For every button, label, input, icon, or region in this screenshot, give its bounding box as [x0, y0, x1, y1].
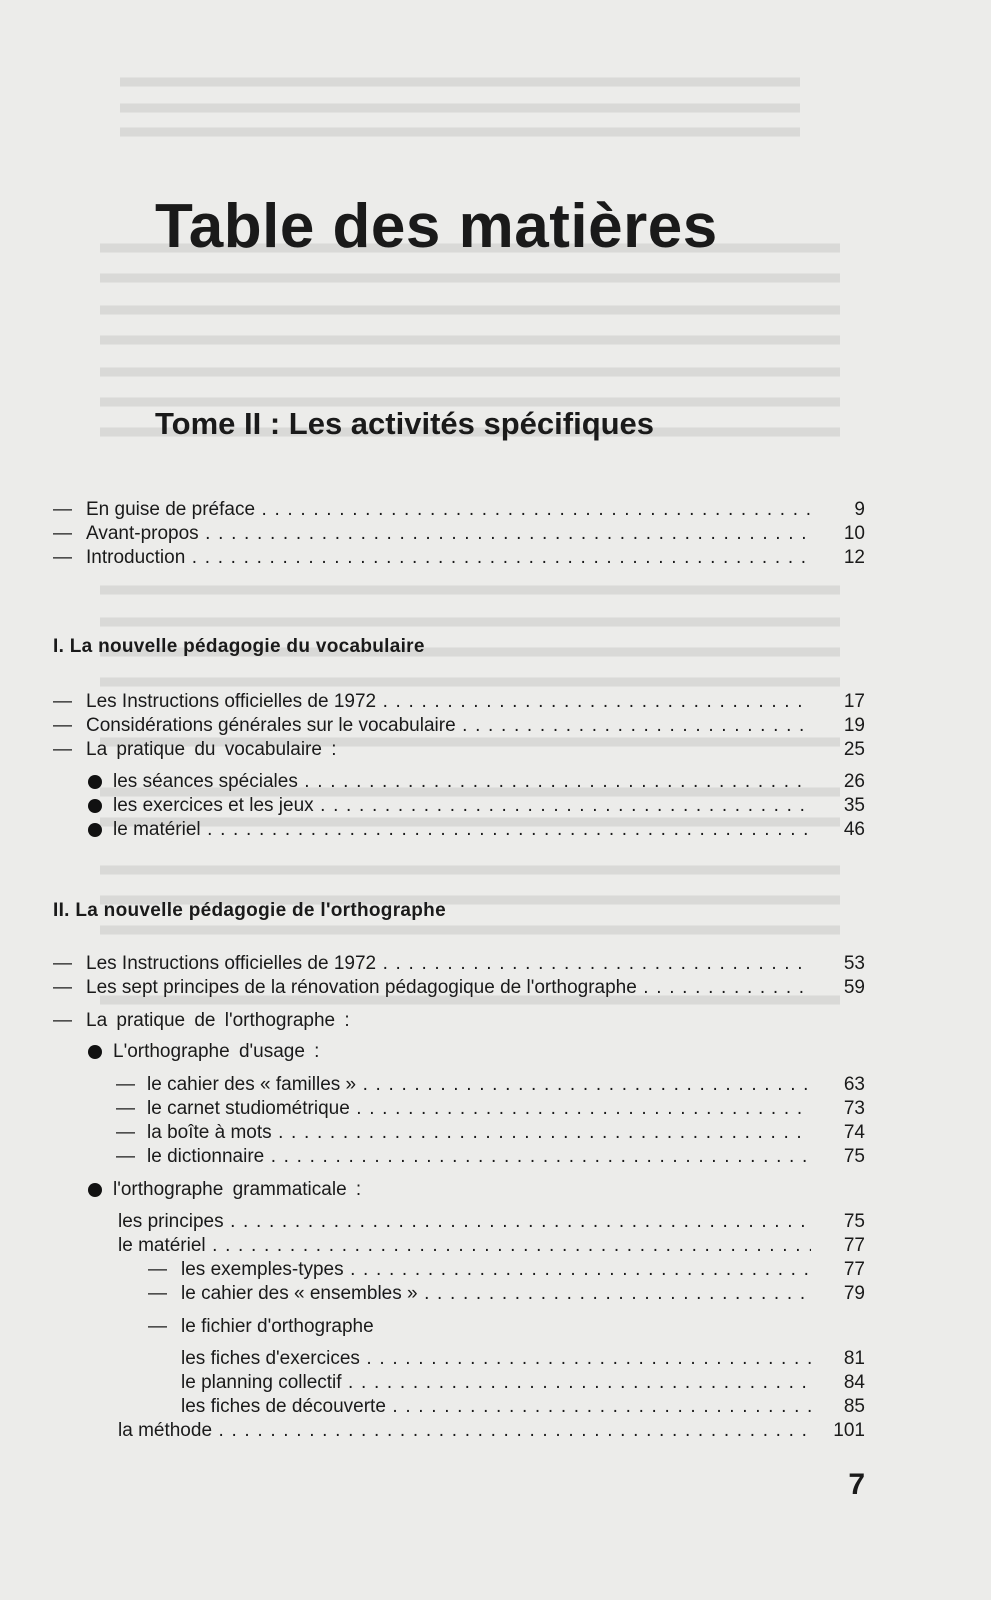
toc-subentry[interactable] — [0, 1347, 991, 1371]
toc-subentry[interactable] — [0, 1073, 991, 1097]
toc-entry-page: 77 — [843, 1259, 865, 1280]
bullet-icon — [88, 823, 102, 837]
toc-entry-label: le matériel . . . — [113, 818, 811, 842]
toc-entry-label: les fiches de découverte . . . — [181, 1395, 811, 1419]
dash-marker: — — [148, 1316, 167, 1337]
toc-entry-label: Considérations générales sur le vocabulaire . . . — [86, 714, 811, 738]
toc-entry-label: l'orthographe grammaticale : — [113, 1179, 362, 1200]
toc-subheading[interactable] — [0, 1178, 991, 1202]
dash-marker: — — [53, 1010, 72, 1031]
toc-subentry[interactable] — [0, 1210, 991, 1234]
toc-entry-label: le fichier d'orthographe — [181, 1316, 374, 1337]
toc-subentry[interactable] — [0, 1395, 991, 1419]
dash-marker: — — [53, 691, 72, 712]
toc-entry-label: En guise de préface . . . — [86, 498, 811, 522]
dash-marker: — — [53, 547, 72, 568]
toc-entry-page: 75 — [843, 1211, 865, 1232]
toc-entry-label: Les Instructions officielles de 1972 . . . — [86, 952, 811, 976]
toc-entry-label: le carnet studiométrique . . . — [147, 1097, 811, 1121]
toc-entry[interactable] — [0, 976, 991, 1000]
toc-subentry[interactable] — [0, 1121, 991, 1145]
toc-entry-page: 35 — [843, 795, 865, 816]
toc-entry-page: 74 — [843, 1122, 865, 1143]
toc-entry-page: 63 — [843, 1074, 865, 1095]
toc-entry[interactable] — [0, 546, 991, 570]
toc-entry-label: Les sept principes de la rénovation pédagogique de l'orthographe . . . — [86, 976, 811, 1000]
toc-entry-page: 73 — [843, 1098, 865, 1119]
section-heading-vocabulaire: I. La nouvelle pédagogie du vocabulaire — [53, 636, 425, 657]
toc-entry-label: les exercices et les jeux . . . — [113, 794, 811, 818]
toc-subentry[interactable] — [0, 1282, 991, 1306]
toc-entry[interactable] — [0, 738, 991, 762]
toc-entry-label: La pratique de l'orthographe : — [86, 1010, 350, 1031]
toc-entry-page: 26 — [843, 771, 865, 792]
toc-entry-label: le planning collectif . . . — [181, 1371, 811, 1395]
toc-subentry[interactable] — [0, 1315, 991, 1339]
toc-entry-label: le dictionnaire . . . — [147, 1145, 811, 1169]
toc-entry-page: 79 — [843, 1283, 865, 1304]
toc-entry-label: Introduction . . . — [86, 546, 811, 570]
toc-entry-label: Avant-propos . . . — [86, 522, 811, 546]
toc-entry-label: la méthode . . . — [118, 1419, 811, 1443]
toc-entry[interactable] — [0, 498, 991, 522]
dash-marker: — — [53, 739, 72, 760]
toc-entry-page: 12 — [843, 547, 865, 568]
dash-marker: — — [53, 715, 72, 736]
toc-entry[interactable] — [0, 1009, 991, 1033]
toc-entry-label: la boîte à mots . . . — [147, 1121, 811, 1145]
toc-subentry[interactable] — [0, 1371, 991, 1395]
toc-entry-page: 10 — [843, 523, 865, 544]
toc-entry-page: 9 — [854, 499, 865, 520]
bullet-icon — [88, 1183, 102, 1197]
toc-entry-label: le cahier des « ensembles » . . . — [181, 1282, 811, 1306]
toc-entry-label: les principes . . . — [118, 1210, 811, 1234]
toc-entry-label: L'orthographe d'usage : — [113, 1041, 320, 1062]
section-heading-orthographe: II. La nouvelle pédagogie de l'orthographe — [53, 900, 446, 921]
bullet-icon — [88, 799, 102, 813]
bullet-icon — [88, 775, 102, 789]
dash-marker: — — [116, 1098, 135, 1119]
dash-marker: — — [116, 1122, 135, 1143]
toc-entry-page: 59 — [843, 977, 865, 998]
volume-subtitle: Tome II : Les activités spécifiques — [155, 406, 655, 441]
toc-subentry[interactable] — [0, 1145, 991, 1169]
toc-entry[interactable] — [0, 714, 991, 738]
toc-entry[interactable] — [0, 522, 991, 546]
toc-entry-label: les fiches d'exercices . . . — [181, 1347, 811, 1371]
toc-entry-page: 46 — [843, 819, 865, 840]
page-title: Table des matières — [155, 192, 718, 261]
toc-entry[interactable] — [0, 690, 991, 714]
dash-marker: — — [148, 1283, 167, 1304]
toc-subentry[interactable] — [0, 770, 991, 794]
toc-entry-label: Les Instructions officielles de 1972 . . . — [86, 690, 811, 714]
toc-subentry[interactable] — [0, 1097, 991, 1121]
toc-entry-label: les séances spéciales . . . — [113, 770, 811, 794]
toc-entry-page: 53 — [843, 953, 865, 974]
toc-entry-page: 84 — [843, 1372, 865, 1393]
toc-entry[interactable] — [0, 952, 991, 976]
toc-entry-label: le matériel . . . — [118, 1234, 811, 1258]
page-number: 7 — [848, 1468, 865, 1501]
toc-entry-page: 17 — [843, 691, 865, 712]
toc-entry-page: 25 — [843, 739, 865, 760]
dash-marker: — — [53, 977, 72, 998]
toc-subheading[interactable] — [0, 1040, 991, 1064]
toc-entry-label: La pratique du vocabulaire : — [86, 739, 337, 760]
dash-marker: — — [116, 1146, 135, 1167]
toc-entry-label: les exemples-types . . . — [181, 1258, 811, 1282]
dash-marker: — — [53, 953, 72, 974]
toc-entry-page: 75 — [843, 1146, 865, 1167]
toc-entry-page: 77 — [843, 1235, 865, 1256]
toc-subentry[interactable] — [0, 1258, 991, 1282]
dash-marker: — — [116, 1074, 135, 1095]
toc-entry-label: le cahier des « familles » . . . — [147, 1073, 811, 1097]
toc-subentry[interactable] — [0, 818, 991, 842]
toc-entry-page: 19 — [843, 715, 865, 736]
toc-entry-page: 85 — [843, 1396, 865, 1417]
toc-subentry[interactable] — [0, 1419, 991, 1443]
dash-marker: — — [53, 499, 72, 520]
toc-subentry[interactable] — [0, 794, 991, 818]
toc-entry-page: 101 — [833, 1420, 865, 1441]
toc-entry-page: 81 — [843, 1348, 865, 1369]
bullet-icon — [88, 1045, 102, 1059]
dash-marker: — — [53, 523, 72, 544]
dash-marker: — — [148, 1259, 167, 1280]
toc-subentry[interactable] — [0, 1234, 991, 1258]
